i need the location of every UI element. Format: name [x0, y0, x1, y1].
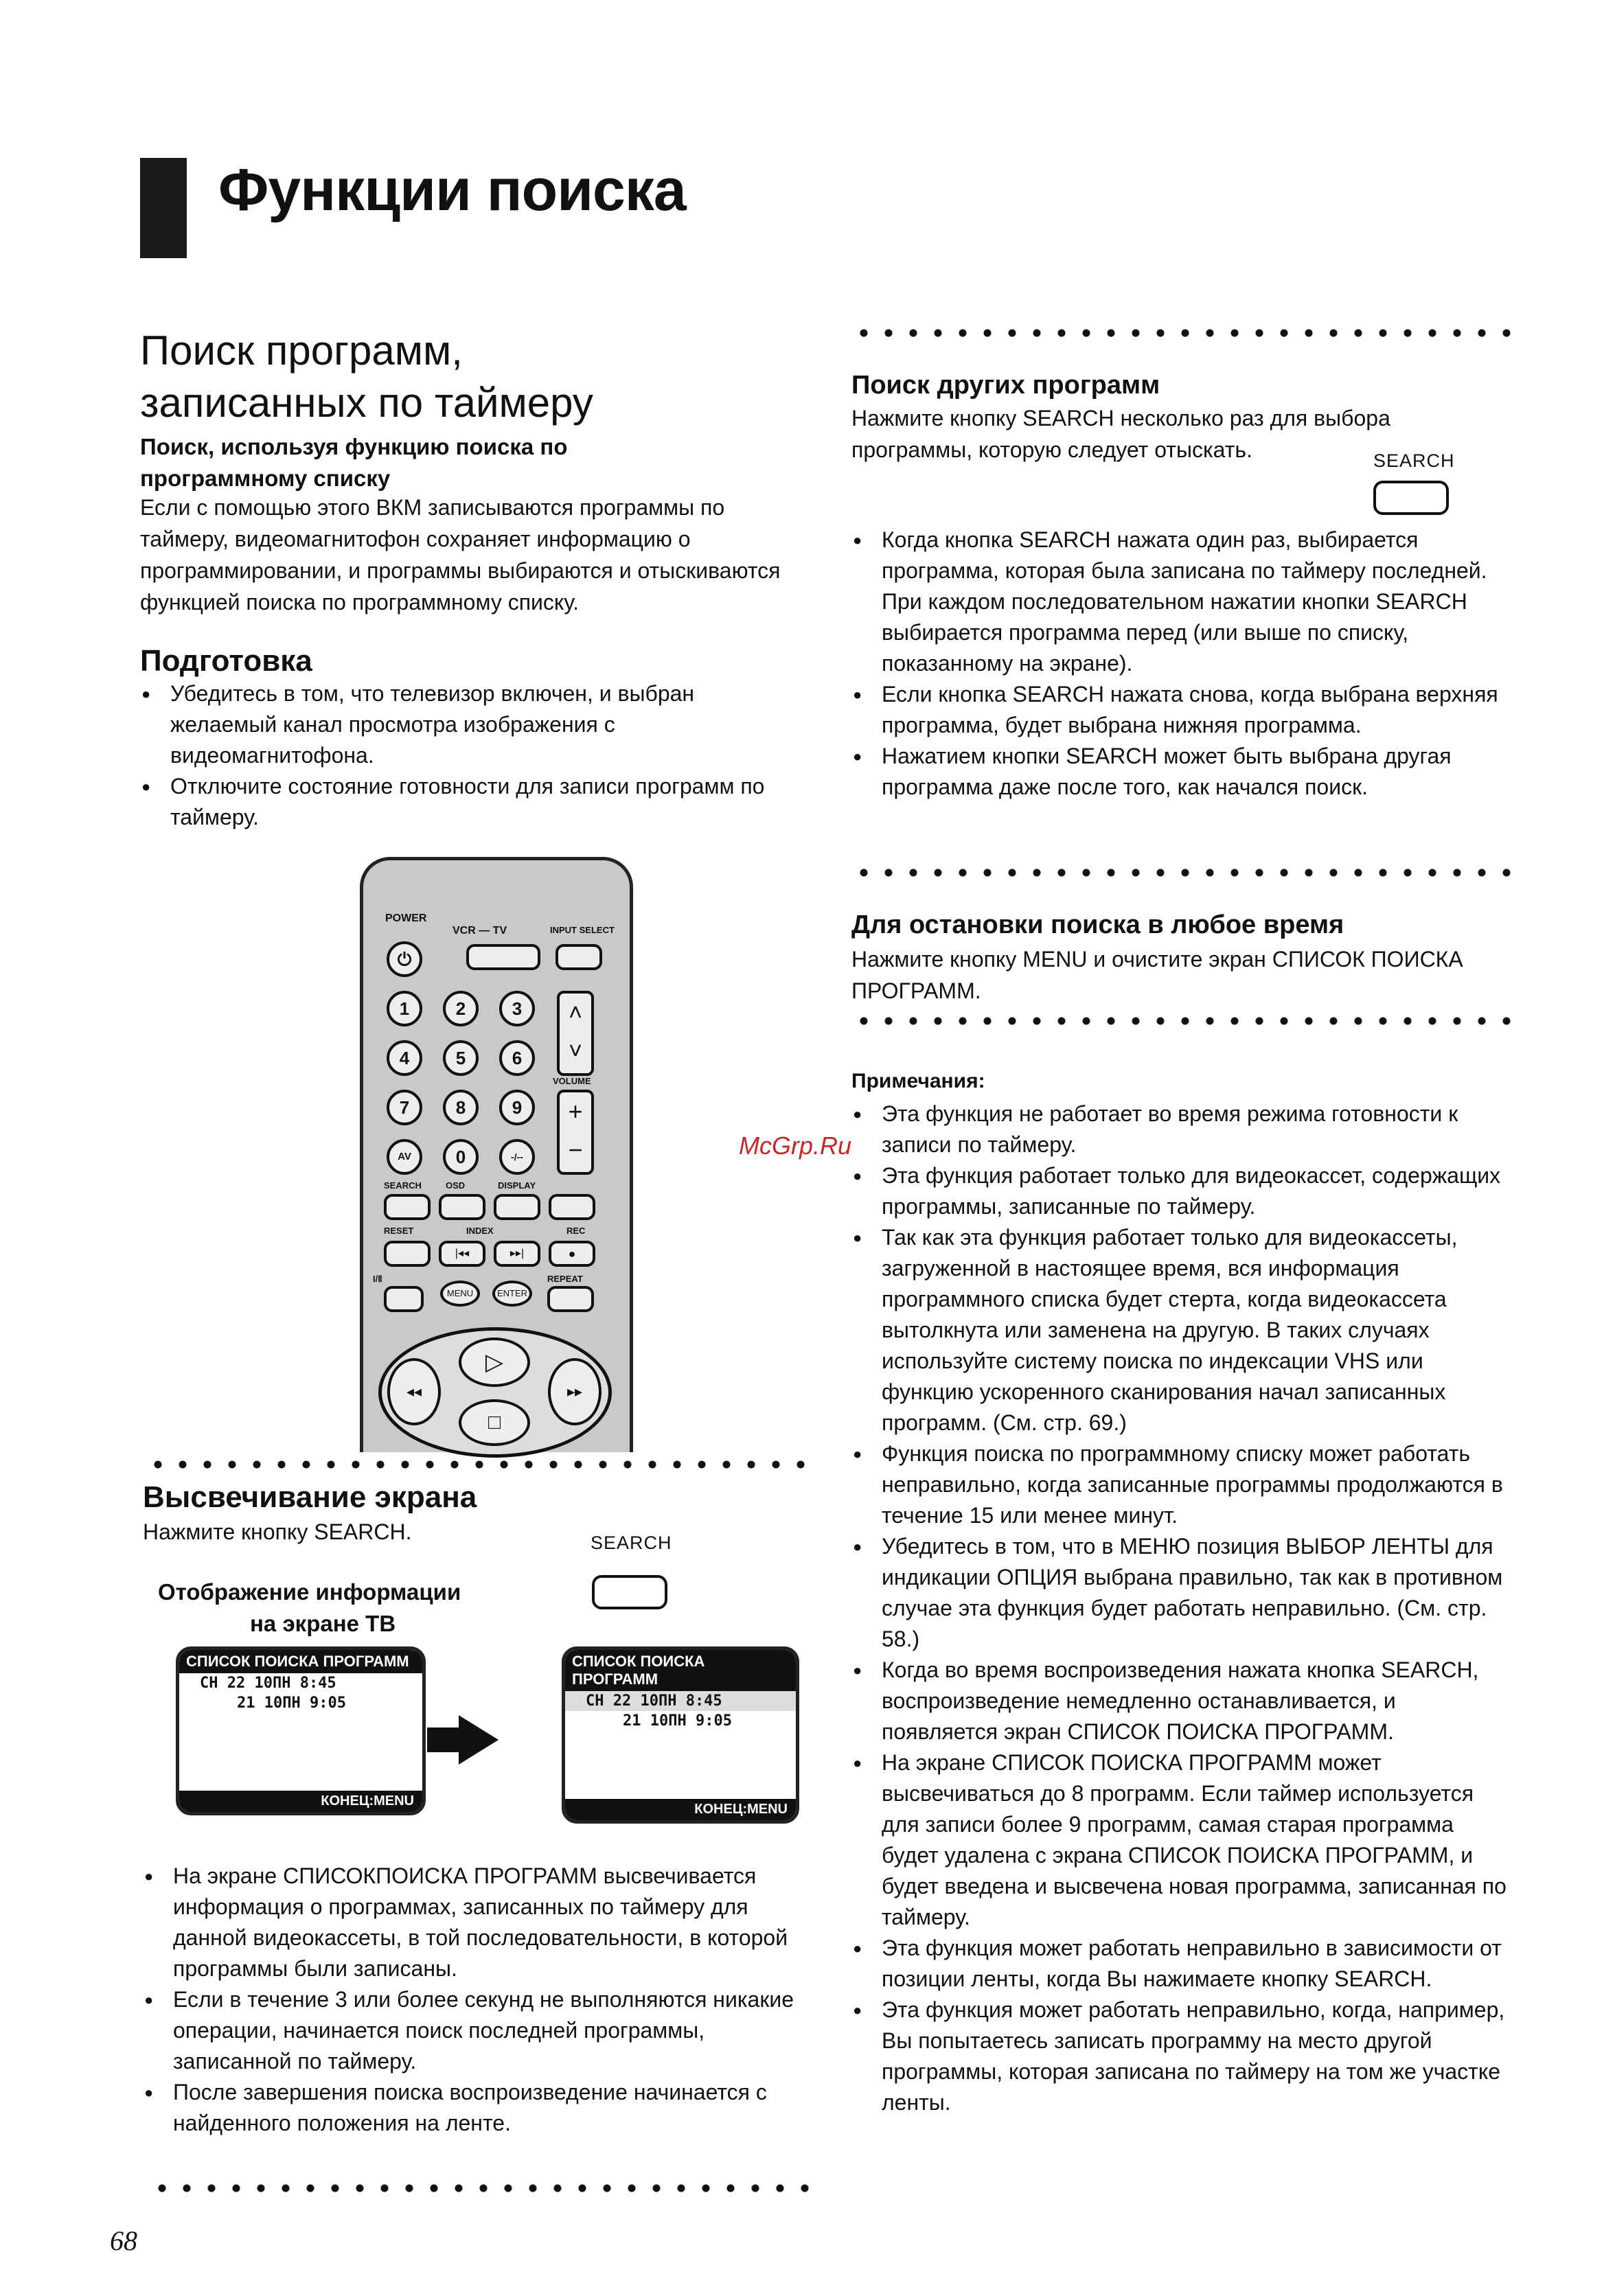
- record-icon: ●: [549, 1241, 595, 1267]
- list-item: ● Эта функция может работать неправильно, когда, например, Вы попытаетесь записать программу на место другой программы, которая записана по таймеру на том же участке ленты.: [851, 1995, 1511, 2118]
- remote-enter-button: ENTER: [492, 1281, 532, 1307]
- digit-button: 1: [387, 991, 422, 1026]
- remote-control-illustration: [360, 857, 633, 1452]
- search-label: SEARCH: [591, 1532, 672, 1553]
- arrow-shaft: [427, 1727, 461, 1752]
- tv-screen-footer: КОНЕЦ:MENU: [179, 1791, 422, 1812]
- remote-label-rec: REC: [566, 1226, 586, 1236]
- list-item: ● Когда во время воспроизведения нажата кнопка SEARCH, воспроизведение немедленно останавливается, и появляется экран СПИСОК ПОИСКА ПРОГРАММ.: [851, 1655, 1511, 1747]
- transport-ring: [378, 1327, 612, 1458]
- volume-plus-minus-icon: + −: [557, 1090, 594, 1175]
- notes-list: [851, 1099, 1511, 2118]
- digit-button: -/--: [499, 1139, 535, 1175]
- play-icon: ▷: [459, 1338, 530, 1387]
- rewind-icon: ◂◂: [387, 1358, 441, 1425]
- digit-button: 4: [387, 1040, 422, 1076]
- page-title: Функции поиска: [218, 157, 686, 223]
- remote-reset-button: [384, 1241, 431, 1267]
- remote-label-osd: OSD: [446, 1180, 466, 1191]
- display-list: [143, 1861, 802, 2139]
- other-title: Поиск других программ: [851, 371, 1160, 400]
- tv-screen-header: СПИСОК ПОИСКА ПРОГРАММ: [179, 1650, 422, 1673]
- intro-text: Если с помощью этого ВКМ записываются программы по таймеру, видеомагнитофон сохраняет информацию о программировании, и программы выбираются и отыскиваются функцией поиска по программному списку.: [140, 495, 781, 615]
- title-bar-marker: [140, 158, 187, 258]
- dotted-divider: [150, 2183, 809, 2193]
- list-item: ● Нажатием кнопки SEARCH может быть выбрана другая программа даже после того, как начался поиск.: [851, 741, 1511, 803]
- display-text: Нажмите кнопку SEARCH.: [143, 1519, 412, 1544]
- remote-display-button: [494, 1194, 540, 1220]
- remote-label-vcr-tv: VCR — TV: [453, 925, 507, 937]
- list-item: ● Убедитесь в том, что телевизор включен, и выбран желаемый канал просмотра изображения с видеомагнитофона.: [140, 678, 799, 771]
- tv-screen-before: [176, 1646, 426, 1815]
- notes-title: Примечания:: [851, 1070, 985, 1092]
- search-button-icon: [1373, 481, 1449, 515]
- list-item: ● Когда кнопка SEARCH нажата один раз, выбирается программа, которая была записана по таймеру последней. При каждом последовательном нажатии кнопки SEARCH выбирается программа перед (или выше по списку, показанному на экране).: [851, 525, 1511, 679]
- remote-osd-button: [439, 1194, 485, 1220]
- remote-menu-button: MENU: [440, 1281, 480, 1307]
- index-back-icon: |◂◂: [439, 1241, 485, 1267]
- list-item: ● Функция поиска по программному списку может работать неправильно, когда записанные программы продолжаются в течение 15 или менее минут.: [851, 1438, 1511, 1531]
- dotted-divider: [146, 1460, 805, 1469]
- remote-label-repeat: REPEAT: [547, 1274, 583, 1284]
- other-list: [851, 525, 1511, 803]
- dotted-divider: [851, 868, 1517, 877]
- digit-button: 6: [499, 1040, 535, 1076]
- dotted-divider: [851, 1016, 1517, 1026]
- digit-button: 2: [443, 991, 479, 1026]
- list-item: ● Отключите состояние готовности для записи программ по таймеру.: [140, 771, 799, 833]
- remote-label-search: SEARCH: [384, 1180, 422, 1191]
- tv-screen-footer: КОНЕЦ:MENU: [565, 1799, 796, 1820]
- section-title-line2: записанных по таймеру: [140, 380, 593, 426]
- tv-screen-row: CH 22 10ПН 8:45: [200, 1675, 336, 1692]
- remote-label-display: DISPLAY: [498, 1180, 536, 1191]
- watermark-link[interactable]: McGrp.Ru: [739, 1132, 852, 1160]
- list-item: ● Если в течение 3 или более секунд не выполняются никакие операции, начинается поиск последней программы, записанной по таймеру.: [143, 1984, 802, 2077]
- digit-button: 7: [387, 1090, 422, 1125]
- tv-screen-row-highlighted: CH 22 10ПН 8:45: [565, 1691, 796, 1711]
- remote-audio-button: [384, 1286, 424, 1312]
- tv-screen-header: СПИСОК ПОИСКА ПРОГРАММ: [565, 1650, 796, 1691]
- channel-up-down-icon: ˄ ˅: [557, 991, 594, 1076]
- remote-label-skip: I/Ⅱ: [373, 1274, 382, 1284]
- list-item: ● После завершения поиска воспроизведение начинается с найденного положения на ленте.: [143, 2077, 802, 2139]
- tv-screen-row: 21 10ПН 9:05: [623, 1712, 732, 1730]
- remote-label-input-select: INPUT SELECT: [550, 925, 615, 935]
- digit-button: 9: [499, 1090, 535, 1125]
- remote-extra-button: [549, 1194, 595, 1220]
- prep-list: [140, 678, 799, 833]
- list-item: ● Эта функция может работать неправильно в зависимости от позиции ленты, когда Вы нажимаете кнопку SEARCH.: [851, 1933, 1511, 1995]
- digit-button: AV: [387, 1139, 422, 1175]
- stop-title: Для остановки поиска в любое время: [851, 910, 1344, 939]
- search-label: SEARCH: [1373, 450, 1455, 471]
- dotted-divider: [851, 328, 1517, 338]
- list-item: ● Если кнопка SEARCH нажата снова, когда выбрана верхняя программа, будет выбрана нижняя программа.: [851, 679, 1511, 741]
- list-item: ● На экране СПИСОКПОИСКА ПРОГРАММ высвечивается информация о программах, записанных по таймеру для данной видеокассеты, в той последовательности, в которой программы были записаны.: [143, 1861, 802, 1984]
- search-button-icon: [592, 1575, 667, 1609]
- remote-label-reset: RESET: [384, 1226, 414, 1236]
- remote-search-button: [384, 1194, 431, 1220]
- list-item: ● Эта функция не работает во время режима готовности к записи по таймеру.: [851, 1099, 1511, 1160]
- prep-title: Подготовка: [140, 644, 312, 678]
- fast-forward-icon: ▸▸: [548, 1358, 602, 1425]
- digit-button: 8: [443, 1090, 479, 1125]
- vcr-tv-switch: [466, 944, 540, 970]
- list-item: ● На экране СПИСОК ПОИСКА ПРОГРАММ может высвечиваться до 8 программ. Если таймер используется для записи более 9 программ, самая старая программа будет удалена с экрана СПИСОК ПОИСКА ПРОГРАММ, и будет введена и высвечена новая программа, записанная по таймеру.: [851, 1747, 1511, 1933]
- display-title: Высвечивание экрана: [143, 1480, 477, 1514]
- digit-button: 0: [443, 1139, 479, 1175]
- stop-icon: □: [459, 1399, 530, 1446]
- subhead: Поиск, используя функцию поиска по программному списку: [140, 434, 568, 491]
- remote-repeat-button: [547, 1286, 594, 1312]
- remote-label-index: INDEX: [466, 1226, 494, 1236]
- tv-caption-line1: Отображение информации: [158, 1579, 461, 1605]
- input-select-button: [555, 944, 602, 970]
- power-icon: ⏻: [387, 941, 422, 977]
- remote-label-volume: VOLUME: [553, 1076, 591, 1086]
- list-item: ● Так как эта функция работает только для видеокассеты, загруженной в настоящее время, вся информация программного списка будет стерта, когда видеокассета вытолкнута или заменена на другую. В таких случаях используйте систему поиска по индексации VHS или функцию ускоренного сканирования начал записанных программ. (См. стр. 69.): [851, 1222, 1511, 1438]
- digit-button: 3: [499, 991, 535, 1026]
- stop-text: Нажмите кнопку MENU и очистите экран СПИСОК ПОИСКА ПРОГРАММ.: [851, 947, 1463, 1003]
- list-item: ● Эта функция работает только для видеокассет, содержащих программы, записанные по таймеру.: [851, 1160, 1511, 1222]
- tv-caption-line2: на экране ТВ: [250, 1611, 396, 1636]
- index-forward-icon: ▸▸|: [494, 1241, 540, 1267]
- page-number: 68: [110, 2225, 137, 2256]
- tv-screen-row: 21 10ПН 9:05: [237, 1695, 346, 1712]
- other-text: Нажмите кнопку SEARCH несколько раз для выбора программы, которую следует отыскать.: [851, 406, 1390, 462]
- list-item: ● Убедитесь в том, что в МЕНЮ позиция ВЫБОР ЛЕНТЫ для индикации ОПЦИЯ выбрана правильно, так как в противном случае эта функция будет работать неправильно. (См. стр. 58.): [851, 1531, 1511, 1655]
- tv-screen-after: [562, 1646, 799, 1824]
- remote-label-power: POWER: [385, 912, 427, 924]
- right-arrow-icon: [459, 1715, 499, 1765]
- section-title-line1: Поиск программ,: [140, 328, 463, 374]
- digit-button: 5: [443, 1040, 479, 1076]
